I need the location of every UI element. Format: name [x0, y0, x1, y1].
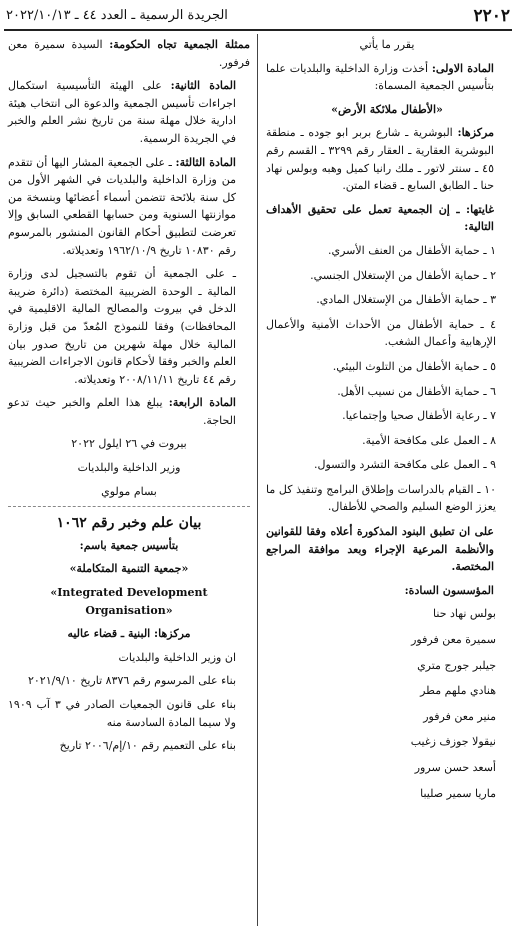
article-3-label: المادة الثالثة: — [175, 155, 236, 169]
article-1 — [266, 60, 508, 95]
closing-condition: على ان تطبق البنود المذكورة أعلاه وفقا للقوانين والأنظمة المرعية الإجراء وبعد موافقة المراجع المختصة. — [266, 525, 494, 574]
list-item: ١ ـ حماية الأطفال من العنف الأسري. — [328, 243, 496, 257]
founders-label: المؤسسون السادة: — [404, 583, 494, 597]
list-item: ٢ ـ حماية الأطفال من الإستغلال الجنسي. — [310, 268, 496, 282]
legal-basis-1: بناء على المرسوم رقم ٨٣٧٦ تاريخ ٢٠٢١/٩/١٠ — [27, 674, 236, 688]
decision-heading: يقرر ما يأتي — [359, 38, 415, 51]
article-2-label: المادة الثانية: — [170, 79, 236, 93]
column-divider — [257, 34, 258, 926]
article-4-label: المادة الرابعة: — [168, 396, 236, 410]
date-line: بيروت في ٢٦ ايلول ٢٠٢٢ — [71, 437, 187, 451]
aims-label: غايتها: — [466, 202, 494, 216]
founder-name: ماريا سمير صليبا — [420, 786, 496, 800]
article-2-text: على الهيئة التأسيسية استكمال اجراءات تأسيس الجمعية والدعوة الى انتخاب هيئة ادارية خلال مهلة سنة من تاريخ نشر العلم والخبر في الجريدة الرسمية. — [8, 79, 236, 145]
representative — [8, 36, 250, 71]
association-name: «الأطفال ملائكة الأرض» — [331, 102, 443, 116]
headquarters — [266, 124, 508, 194]
headquarters-label: مركزها: — [457, 126, 494, 140]
list-item: ١٠ ـ القيام بالدراسات وإطلاق البرامج وتنفيذ كل ما يعزز الوضع السليم والصحي للأطفال. — [266, 482, 496, 514]
article-2 — [8, 77, 250, 147]
founder-name: نيقولا جوزف زغيب — [410, 735, 496, 749]
article-3-part-b: ـ على الجمعية أن تقوم بالتسجيل لدى وزارة المالية ـ الوحدة الضريبية المختصة (دائرة ضريبة الدخل في بيروت والمصالح المالية الاقليمية في المحافظات) وفقا للنموذج المُعدّ من قبل وزارة المالية خلال مهلة شهرين من تاريخ صدور بيان العلم والخبر وفقا لأحكام قانون الاجراءات الضريبية رقم ٤٤ تاريخ ٢٠٠٨/١١/١١ وتعديلاته. — [8, 267, 236, 386]
article-1-label: المادة الاولى: — [431, 61, 494, 75]
left-column — [8, 36, 250, 761]
notice-name-english: «Integrated Development Organisation» — [50, 586, 208, 617]
list-item: ٣ ـ حماية الأطفال من الإستغلال المادي. — [316, 293, 496, 307]
header-title: الجريدة الرسمية ـ العدد ٤٤ ـ ٢٠٢٢/١٠/١٣ — [6, 8, 228, 23]
founder-name: بولس نهاد حنا — [433, 607, 496, 621]
right-column — [266, 36, 508, 810]
article-4-text: يبلغ هذا العلم والخبر حيث تدعو الحاجة. — [8, 396, 236, 427]
founder-name: منير معن فرفور — [423, 709, 496, 723]
notice-headquarters: مركزها: البنية ـ قضاء عاليه — [67, 627, 191, 641]
list-item: ٥ ـ حماية الأطفال من التلوث البيئي. — [332, 359, 496, 373]
notice-name-arabic: «جمعية التنمية المتكاملة» — [69, 562, 189, 576]
legal-basis-3: بناء على التعميم رقم ١٠/إم/٢٠٠٦ تاريخ — [59, 739, 236, 753]
issuer-line: ان وزير الداخلية والبلديات — [118, 650, 236, 664]
list-item: ٩ ـ العمل على مكافحة التشرد والتسول. — [313, 458, 496, 472]
representative-label: ممثلة الجمعية تجاه الحكومة: — [109, 38, 250, 51]
article-3 — [8, 154, 250, 260]
article-1-text: أخذت وزارة الداخلية والبلديات علما بتأسيس الجمعية المسماة: — [266, 61, 494, 93]
founder-name: هنادي ملهم مطر — [420, 684, 496, 698]
list-item: ٧ ـ رعاية الأطفال صحيا وإجتماعيا. — [342, 409, 496, 423]
aims-heading — [266, 201, 508, 236]
list-item: ٦ ـ حماية الأطفال من نسيب الأهل. — [337, 384, 496, 398]
page-number: ٢٢٠٢ — [473, 6, 510, 26]
founder-name: جيلبر جورج متري — [417, 658, 496, 672]
page-header — [6, 6, 510, 28]
minister-title: وزير الداخلية والبلديات — [77, 461, 181, 475]
headquarters-text: البوشرية ـ شارع بربر ابو جوده ـ منطقة البوشرية العقارية ـ العقار رقم ٣٢٩٩ ـ القسم رقم ٤٥ ـ سنتر لاتور ـ ملك رانيا كميل وهبه وبولس نهاد حنا ـ الطابق السابع ـ قضاء المتن. — [266, 126, 494, 193]
list-item: ٤ ـ حماية الأطفال من الأحداث الأمنية والأعمال الإرهابية وأعمال الشغب. — [266, 317, 496, 349]
founder-name: سميرة معن فرفور — [411, 633, 496, 647]
legal-basis-2: بناء على قانون الجمعيات الصادر في ٣ آب ١٩٠٩ ولا سيما المادة السادسة منه — [8, 698, 237, 729]
signer-name: بسام مولوي — [101, 484, 157, 498]
founder-name: أسعد حسن سرور — [414, 761, 496, 774]
section-divider — [8, 506, 250, 507]
representative-text: السيدة سميرة معن فرفور. — [8, 38, 250, 69]
header-rule — [4, 29, 512, 31]
notice-subtitle: بتأسيس جمعية باسم: — [79, 538, 179, 552]
article-4 — [8, 394, 250, 429]
aims-intro: ـ إن الجمعية تعمل على تحقيق الأهداف التالية: — [266, 202, 494, 234]
aims-list — [266, 242, 508, 516]
founders-list — [266, 605, 508, 802]
list-item: ٨ ـ العمل على مكافحة الأمية. — [362, 433, 496, 447]
article-3-text: ـ على الجمعية المشار اليها أن تتقدم من وزارة الداخلية والبلديات في الشهر الأول من كل سنة بلائحة تتضمن أسماء أعضائها وبنسخة من موازنتها السنوية ومن حسابها القطعي السابق وإلا تعرضت لتطبيق أحكام القانون المنشور بالمرسوم رقم ١٠٨٣٠ تاريخ ١٩٦٢/١٠/٩ وتعديلاته. — [8, 155, 236, 257]
notice-title: بيان علم وخبر رقم ١٠٦٢ — [56, 515, 202, 532]
